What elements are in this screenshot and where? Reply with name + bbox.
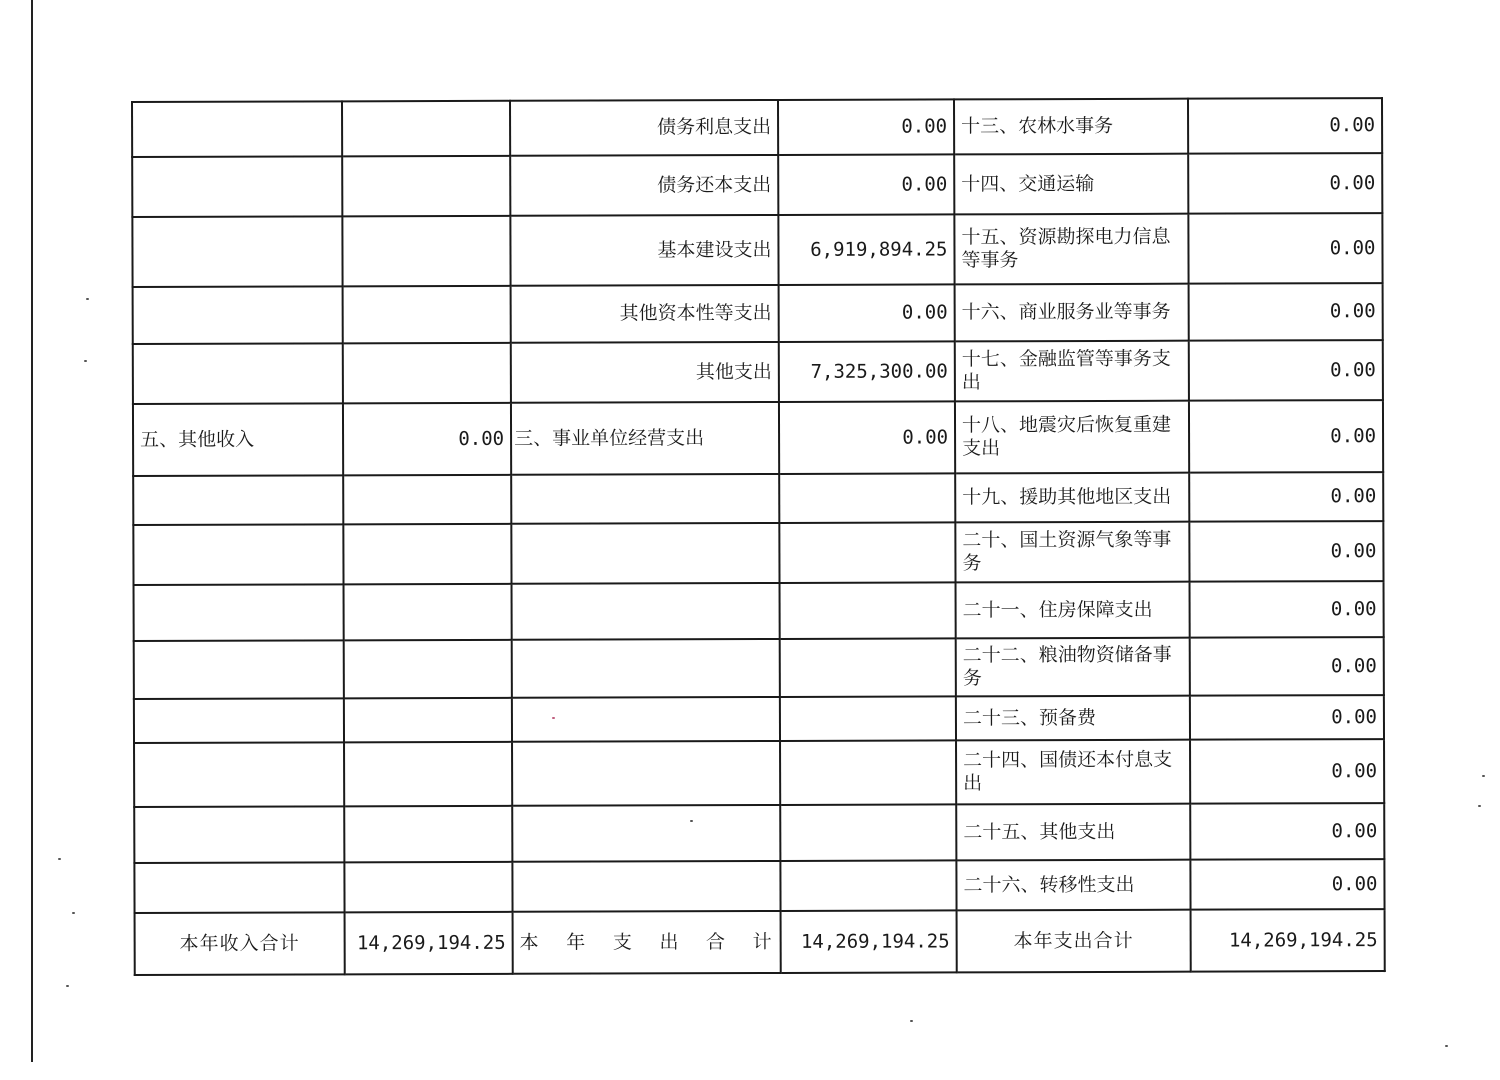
income-item-cell [132, 156, 342, 217]
income-amount-cell [343, 343, 511, 404]
expense-total-value: 14,269,194.25 [781, 910, 957, 973]
table-row [133, 472, 1383, 525]
expense-amount-cell: 0.00 [779, 284, 955, 342]
income-total-value: 14,269,194.25 [345, 912, 513, 975]
income-item-cell [134, 640, 344, 699]
expense-item-cell [512, 741, 780, 806]
binding-line [31, 0, 33, 1062]
expense-amount-cell: 7,325,300.00 [779, 341, 955, 402]
table-row [133, 340, 1383, 404]
income-amount-cell [344, 862, 512, 913]
function-amount-cell: 0.00 [1190, 637, 1384, 696]
expense-item-cell [511, 523, 779, 584]
function-amount-cell: 0.00 [1188, 153, 1382, 214]
function-item-cell: 十九、援助其他地区支出 [955, 473, 1189, 523]
income-amount-cell [344, 742, 512, 807]
expense-amount-cell [780, 638, 956, 697]
function-amount-cell: 0.00 [1190, 695, 1384, 740]
expense-amount-cell [780, 804, 956, 861]
income-amount-cell [343, 524, 511, 585]
income-item-cell [134, 698, 344, 743]
table-row [133, 283, 1383, 344]
income-item-cell [134, 584, 344, 641]
function-amount-cell: 0.00 [1189, 340, 1383, 401]
expense-item-cell: 其他资本性等支出 [511, 285, 779, 343]
income-amount-cell [343, 475, 511, 525]
income-amount-cell [344, 584, 512, 641]
totals-row [135, 909, 1385, 975]
income-item-cell [134, 806, 344, 863]
table-row [133, 521, 1383, 585]
expense-amount-cell: 0.00 [778, 99, 954, 155]
expense-item-cell: 三、事业单位经营支出 [511, 402, 779, 475]
income-item-cell [134, 742, 344, 807]
function-amount-cell: 0.00 [1189, 400, 1383, 473]
function-item-cell: 十三、农林水事务 [954, 99, 1188, 155]
function-item-cell: 十八、地震灾后恢复重建支出 [955, 401, 1189, 474]
expense-amount-cell [780, 696, 956, 741]
function-total-value: 14,269,194.25 [1191, 909, 1385, 972]
expense-amount-cell [779, 473, 955, 523]
expense-amount-cell [779, 522, 955, 583]
income-amount-cell [343, 286, 511, 344]
expense-amount-cell [780, 740, 956, 805]
income-item-cell [133, 475, 343, 525]
income-total-label: 本年收入合计 [135, 912, 345, 975]
function-amount-cell: 0.00 [1188, 213, 1382, 284]
income-item-cell [134, 862, 344, 913]
expense-item-cell: 其他支出 [511, 342, 779, 403]
function-item-cell: 二十二、粮油物资储备事务 [956, 638, 1190, 697]
expense-item-cell: 基本建设支出 [510, 215, 778, 286]
expense-item-cell [512, 861, 780, 912]
income-amount-cell: 0.00 [343, 403, 511, 476]
function-item-cell: 二十三、预备费 [956, 696, 1190, 741]
function-item-cell: 十五、资源勘探电力信息等事务 [954, 214, 1188, 285]
table-row [134, 739, 1384, 807]
function-amount-cell: 0.00 [1190, 739, 1384, 804]
expense-amount-cell: 0.00 [779, 401, 955, 474]
expense-amount-cell: 6,919,894.25 [778, 214, 954, 285]
function-item-cell: 二十五、其他支出 [956, 804, 1190, 861]
function-item-cell: 二十、国土资源气象等事务 [955, 522, 1189, 583]
table-row [134, 581, 1384, 641]
income-amount-cell [344, 698, 512, 743]
income-item-cell [133, 524, 343, 585]
expense-item-cell [512, 639, 780, 698]
expense-amount-cell [780, 582, 956, 639]
income-amount-cell [342, 101, 510, 157]
function-amount-cell: 0.00 [1190, 803, 1384, 860]
income-item-cell: 五、其他收入 [133, 403, 343, 476]
income-amount-cell [342, 216, 510, 287]
function-amount-cell: 0.00 [1189, 521, 1383, 582]
function-amount-cell: 0.00 [1188, 98, 1382, 154]
table-row [134, 859, 1384, 913]
table-row [132, 153, 1382, 217]
expense-total-label: 本年支出合计 [513, 911, 781, 974]
expense-item-cell: 债务利息支出 [510, 100, 778, 156]
expense-item-cell: 债务还本支出 [510, 155, 778, 216]
income-item-cell [133, 286, 343, 344]
expense-amount-cell: 0.00 [778, 154, 954, 215]
expense-item-cell [512, 697, 780, 742]
table-row [133, 400, 1383, 476]
function-item-cell: 十六、商业服务业等事务 [955, 284, 1189, 342]
income-amount-cell [344, 640, 512, 699]
function-amount-cell: 0.00 [1189, 283, 1383, 341]
table-row [132, 213, 1382, 287]
function-item-cell: 二十六、转移性支出 [956, 860, 1190, 911]
income-item-cell [132, 216, 342, 287]
function-item-cell: 十四、交通运输 [954, 154, 1188, 215]
function-item-cell: 二十四、国债还本付息支出 [956, 740, 1190, 805]
expense-item-cell [512, 805, 780, 862]
function-item-cell: 十七、金融监管等事务支出 [955, 341, 1189, 402]
income-amount-cell [342, 156, 510, 217]
function-total-label: 本年支出合计 [957, 910, 1191, 973]
income-item-cell [133, 343, 343, 404]
expense-item-cell [512, 583, 780, 640]
function-amount-cell: 0.00 [1190, 581, 1384, 638]
function-amount-cell: 0.00 [1189, 472, 1383, 522]
budget-summary-table [131, 97, 1386, 976]
table-row [134, 695, 1384, 743]
income-amount-cell [344, 806, 512, 863]
table-row [132, 98, 1382, 157]
expense-amount-cell [780, 860, 956, 911]
income-item-cell [132, 101, 342, 157]
function-item-cell: 二十一、住房保障支出 [956, 582, 1190, 639]
expense-item-cell [511, 474, 779, 524]
function-amount-cell: 0.00 [1190, 859, 1384, 910]
table-row [134, 637, 1384, 699]
table-row [134, 803, 1384, 863]
